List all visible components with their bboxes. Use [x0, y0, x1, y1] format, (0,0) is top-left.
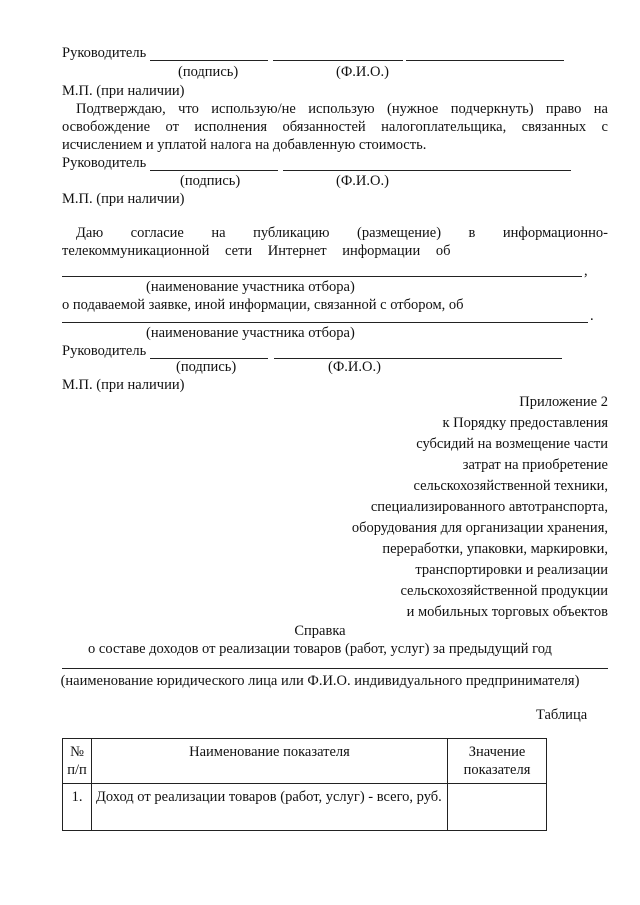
appendix-line: и мобильных торговых объектов [406, 604, 608, 620]
certificate-subtitle: о составе доходов от реализации товаров (работ, услуг) за предыдущий год [88, 641, 552, 657]
signature-line[interactable] [150, 60, 268, 61]
name-line[interactable] [273, 60, 403, 61]
row-name: Доход от реализации товаров (работ, услуг) - всего, руб. [92, 784, 448, 831]
stamp-label: М.П. (при наличии) [62, 83, 185, 99]
consent-line-1: Даю согласие на публикацию (размещение) в информационно- [76, 225, 608, 241]
director-label: Руководитель [62, 155, 147, 171]
director-label: Руководитель [62, 343, 147, 359]
row-value[interactable] [448, 784, 547, 831]
entity-caption: (наименование юридического лица или Ф.И.О. индивидуального предпринимателя) [60, 673, 580, 689]
signature-caption: (подпись) [180, 173, 241, 189]
name-caption: (Ф.И.О.) [336, 64, 389, 80]
stamp-label: М.П. (при наличии) [62, 191, 185, 207]
appendix-line: затрат на приобретение [462, 457, 608, 473]
participant-caption: (наименование участника отбора) [146, 325, 355, 341]
participant-caption: (наименование участника отбора) [146, 279, 355, 295]
signature-caption: (подпись) [178, 64, 239, 80]
signature-line[interactable] [150, 170, 278, 171]
director-label: Руководитель [62, 45, 147, 61]
row-num: 1. [63, 784, 92, 831]
name-line[interactable] [283, 170, 571, 171]
col-num-header: № п/п [63, 739, 92, 784]
participant-name-line[interactable] [62, 322, 588, 323]
name-line[interactable] [274, 358, 562, 359]
name-caption: (Ф.И.О.) [336, 173, 389, 189]
appendix-line: к Порядку предоставления [442, 415, 608, 431]
vat-line-1: Подтверждаю, что использую/не использую (нужное подчеркнуть) право на [76, 101, 608, 117]
appendix-line: Приложение 2 [519, 394, 608, 410]
appendix-header [352, 392, 608, 623]
participant-name-line[interactable] [62, 276, 582, 277]
appendix-line: сельскохозяйственной техники, [413, 478, 608, 494]
stamp-label: М.П. (при наличии) [62, 377, 185, 393]
col-value-header: Значение показателя [448, 739, 547, 784]
appendix-line: переработки, упаковки, маркировки, [382, 541, 608, 557]
table-label: Таблица [536, 707, 588, 723]
appendix-line: специализированного автотранспорта, [370, 499, 608, 515]
appendix-line: транспортировки и реализации [415, 562, 608, 578]
table-header-row [63, 739, 547, 784]
consent-line-3: о подаваемой заявке, иной информации, связанной с отбором, об [62, 297, 464, 313]
appendix-line: субсидий на возмещение части [416, 436, 608, 452]
entity-name-line[interactable] [62, 668, 608, 669]
name-caption: (Ф.И.О.) [328, 359, 381, 375]
appendix-line: сельскохозяйственной продукции [400, 583, 608, 599]
table-row [63, 784, 547, 831]
appendix-line: оборудования для организации хранения, [351, 520, 608, 536]
certificate-title: Справка [294, 623, 346, 639]
consent-line-2: телекоммуникационной сети Интернет информации об [62, 243, 451, 259]
vat-line-3: исчислением и уплатой налога на добавленную стоимость. [62, 137, 427, 153]
signature-caption: (подпись) [176, 359, 237, 375]
period: . [590, 308, 594, 324]
col-name-header: Наименование показателя [92, 739, 448, 784]
extra-line[interactable] [406, 60, 564, 61]
income-table [62, 738, 547, 831]
vat-line-2: освобождение от исполнения обязанностей налогоплательщика, связанных с [62, 119, 608, 135]
comma: , [584, 263, 588, 279]
